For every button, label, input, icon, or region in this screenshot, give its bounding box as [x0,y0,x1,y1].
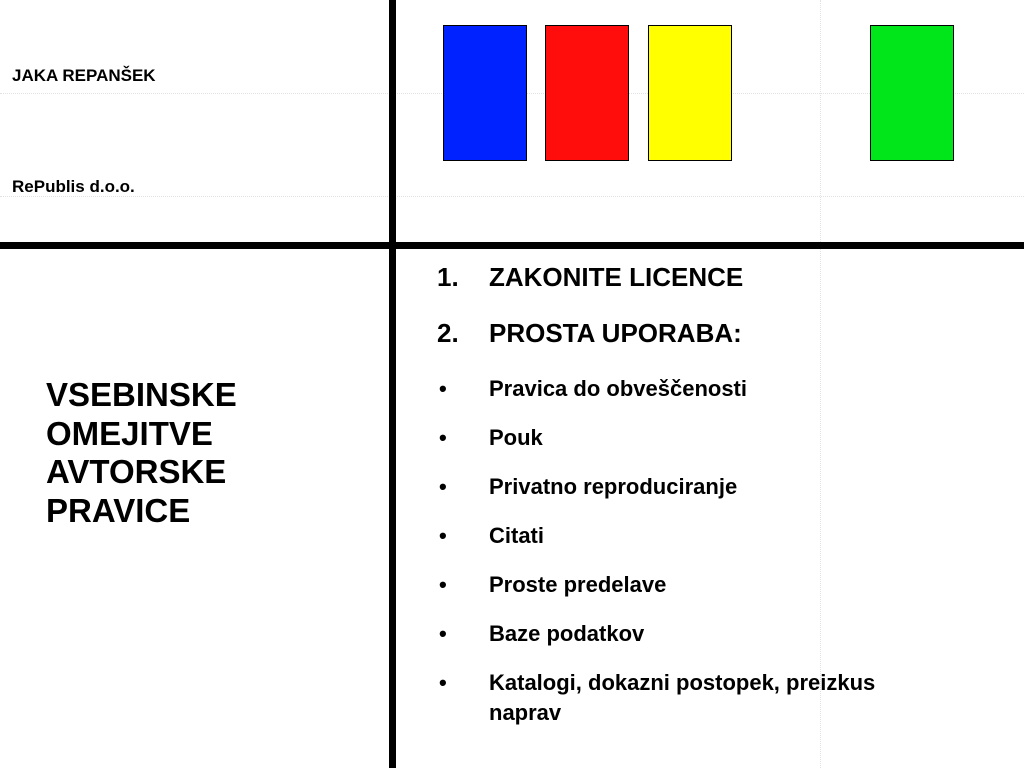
bullet-item-text: Proste predelave [489,572,667,597]
bullet-icon: • [439,425,447,450]
bullet-item [434,619,994,649]
slide-title [46,376,376,530]
list-number: 2. [437,318,459,348]
swatch-blue [443,25,527,161]
vertical-divider [389,0,396,768]
numbered-item-text: ZAKONITE LICENCE [489,262,744,292]
title-line: OMEJITVE [46,414,213,452]
title-line: PRAVICE [46,491,191,529]
company-name: RePublis d.o.o. [12,177,135,196]
author-name: JAKA REPANŠEK [12,66,156,85]
list-number: 1. [437,262,459,292]
swatch-green [870,25,954,161]
bullet-icon: • [439,670,447,695]
numbered-item-text: PROSTA UPORABA: [489,318,742,348]
swatch-red [545,25,629,161]
bullet-item [434,423,994,453]
content-list [434,262,994,747]
bullet-item [434,521,994,551]
bullet-icon: • [439,376,447,401]
bullet-item-text: Privatno reproduciranje [489,474,738,499]
bullet-item-text: Citati [489,523,544,548]
horizontal-divider [0,242,1024,249]
bullet-item-text: Baze podatkov [489,621,645,646]
bullet-item [434,472,994,502]
bullet-item-text: Pravica do obveščenosti [489,376,747,401]
title-line: AVTORSKE [46,453,227,491]
guide-line [0,196,1024,197]
bullet-item [434,374,994,404]
title-line: VSEBINSKE [46,376,237,413]
bullet-item [434,570,994,600]
bullet-item-text: Pouk [489,425,543,450]
bullet-icon: • [439,572,447,597]
bullet-icon: • [439,474,447,499]
numbered-item [434,318,994,348]
bullet-icon: • [439,621,447,646]
bullet-item-text: Katalogi, dokazni postopek, preizkus naprav [489,670,876,725]
numbered-item [434,262,994,292]
swatch-yellow [648,25,732,161]
bullet-icon: • [439,523,447,548]
bullet-item [434,668,909,728]
